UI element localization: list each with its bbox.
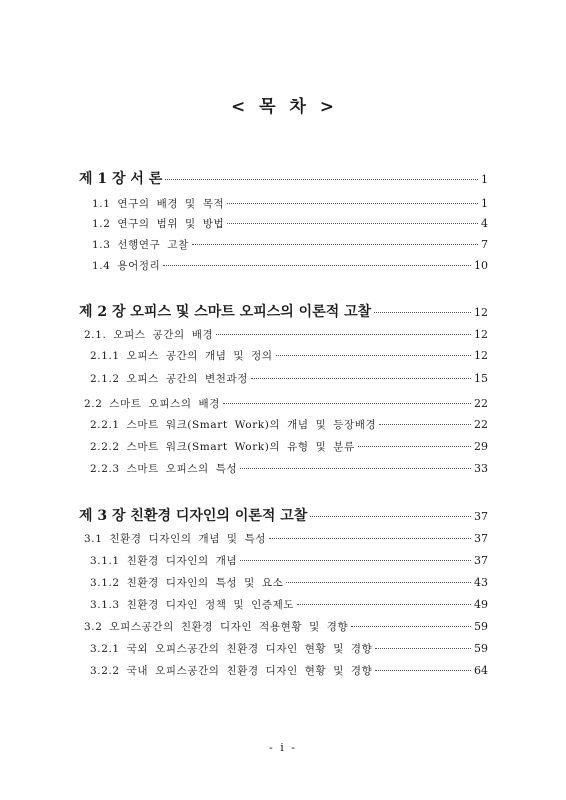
toc-entry-label: 2.1. 오피스 공간의 배경 [84,329,214,341]
toc-page-number: 49 [474,598,488,611]
toc-subsection-2-1-1[interactable] [90,348,488,363]
dot-leader [251,378,471,379]
toc-page-number: 43 [474,576,488,589]
toc-page-number: 12 [474,306,488,319]
toc-section-1-1[interactable] [92,196,488,211]
toc-entry-label: 제 1 장 서 론 [79,171,163,187]
toc-section-2-2[interactable] [84,396,488,411]
toc-entry-label: 1.1 연구의 배경 및 목적 [92,198,225,210]
toc-subsection-2-1-2[interactable] [90,371,488,386]
toc-subsection-3-1-3[interactable] [90,597,488,612]
toc-entry-label: 제 3 장 친환경 디자인의 이론적 고찰 [79,508,308,524]
dot-leader [297,604,471,605]
toc-page-number: 15 [474,372,488,385]
toc-page-number: 4 [481,217,488,230]
toc-entry-label: 3.1.3 친환경 디자인 정책 및 인증제도 [90,599,295,611]
toc-entry-label: 제 2 장 오피스 및 스마트 오피스의 이론적 고찰 [79,304,372,320]
dot-leader [269,538,471,539]
dot-leader [276,355,471,356]
toc-page-number: 59 [474,620,488,633]
toc-title: < 목 차 > [230,97,336,117]
dot-leader [163,265,471,266]
toc-section-3-2[interactable] [84,619,488,634]
toc-section-1-3[interactable] [92,237,488,252]
toc-entry-label: 3.2.1 국외 오피스공간의 친환경 디자인 현황 및 경향 [90,643,373,655]
dot-leader [192,244,478,245]
toc-entry-label: 2.2.2 스마트 워크(Smart Work)의 유형 및 분류 [90,441,355,453]
toc-page-number: 64 [474,664,488,677]
toc-entry-label: 3.1 친환경 디자인의 개념 및 특성 [84,533,267,545]
toc-chapter-2[interactable] [79,301,488,321]
toc-chapter-3[interactable] [79,505,488,525]
toc-entry-label: 2.2.3 스마트 오피스의 특성 [90,463,238,475]
toc-page-number: 37 [474,510,488,523]
toc-entry-label: 1.2 연구의 범위 및 방법 [92,218,225,230]
toc-page-number: 1 [481,197,488,210]
toc-entry-label: 2.1.1 오피스 공간의 개념 및 정의 [90,350,273,362]
toc-subsection-3-2-2[interactable] [90,663,488,678]
dot-leader [286,582,471,583]
toc-subsection-2-2-2[interactable] [90,439,488,454]
toc-entry-label: 3.1.1 친환경 디자인의 개념 [90,555,238,567]
dot-leader [351,626,471,627]
toc-page-number: 29 [474,440,488,453]
dot-leader [216,334,471,335]
toc-entry-label: 3.1.2 친환경 디자인의 특성 및 요소 [90,577,284,589]
toc-page-number: 10 [474,259,488,272]
toc-chapter-1[interactable] [79,168,488,188]
toc-subsection-3-1-2[interactable] [90,575,488,590]
toc-page-number: 59 [474,642,488,655]
dot-leader [379,424,471,425]
toc-page-number: 12 [474,328,488,341]
toc-page-number: 1 [481,173,488,186]
toc-entry-label: 3.2.2 국내 오피스공간의 친환경 디자인 현황 및 경향 [90,665,373,677]
toc-entry-label: 1.4 용어정리 [92,260,161,272]
toc-entry-label: 3.2 오피스공간의 친환경 디자인 적용현황 및 경향 [84,621,349,633]
toc-section-3-1[interactable] [84,531,488,546]
dot-leader [227,203,478,204]
toc-entry-label: 2.2.1 스마트 워크(Smart Work)의 개념 및 등장배경 [90,419,377,431]
toc-subsection-3-2-1[interactable] [90,641,488,656]
toc-page-number: 37 [474,532,488,545]
toc-entry-label: 1.3 선행연구 고찰 [92,239,189,251]
toc-page-number: 7 [481,238,488,251]
page-footer-number: - i - [269,741,297,754]
dot-leader [240,468,471,469]
toc-page-number: 33 [474,462,488,475]
dot-leader [375,648,471,649]
dot-leader [358,446,471,447]
toc-subsection-2-2-1[interactable] [90,417,488,432]
dot-leader [240,560,471,561]
dot-leader [310,516,471,517]
toc-page-number: 22 [474,397,488,410]
dot-leader [375,670,471,671]
toc-section-1-4[interactable] [92,258,488,273]
toc-page-number: 37 [474,554,488,567]
dot-leader [165,179,478,180]
toc-page-number: 22 [474,418,488,431]
dot-leader [223,403,471,404]
toc-page-number: 12 [474,349,488,362]
toc-subsection-2-2-3[interactable] [90,461,488,476]
toc-entry-label: 2.2 스마트 오피스의 배경 [84,398,220,410]
toc-section-2-1[interactable] [84,327,488,342]
toc-subsection-3-1-1[interactable] [90,553,488,568]
dot-leader [227,223,478,224]
dot-leader [374,312,471,313]
toc-entry-label: 2.1.2 오피스 공간의 변천과정 [90,373,248,385]
toc-section-1-2[interactable] [92,216,488,231]
